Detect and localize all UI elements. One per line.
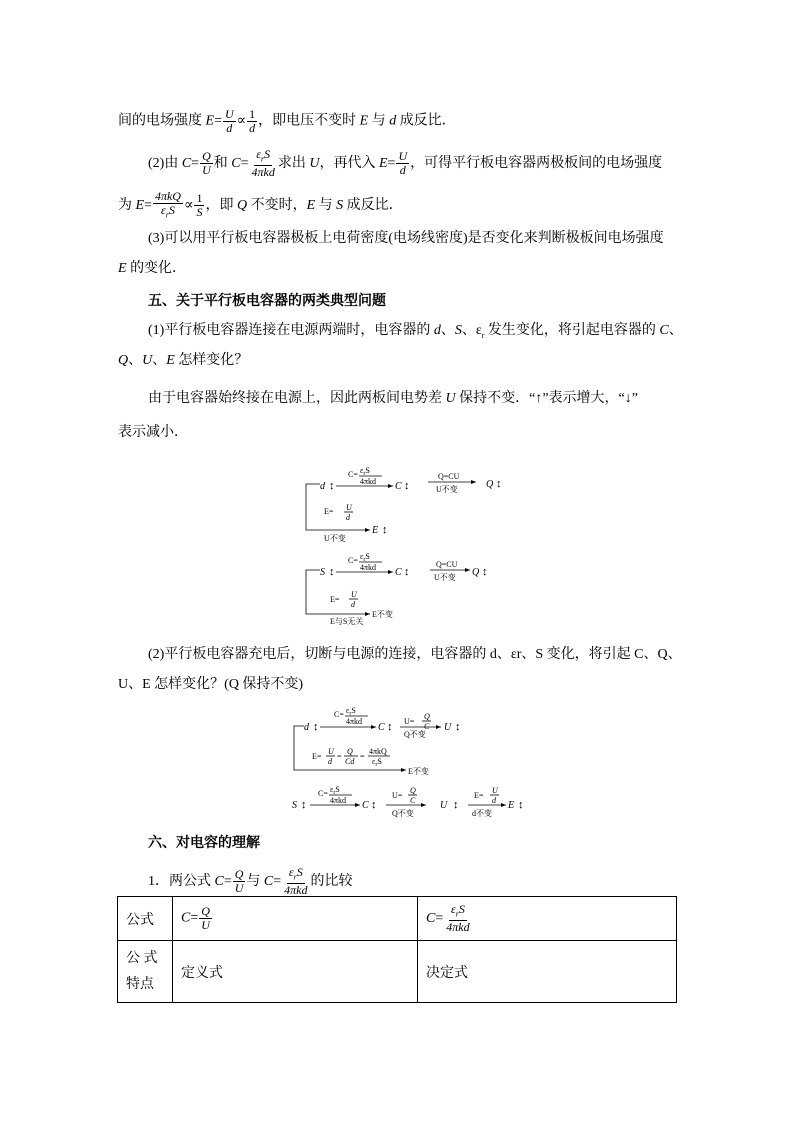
- c-den: C: [410, 796, 416, 805]
- comparison-table: [117, 896, 677, 1003]
- e-eq: E=: [330, 595, 340, 604]
- cell-line: 公 式: [126, 950, 158, 966]
- table-cell: [173, 897, 418, 941]
- var: C: [214, 873, 224, 889]
- text: ，即电压不变时: [258, 113, 360, 129]
- den: 4πkd: [251, 165, 275, 180]
- table-cell: [418, 897, 677, 941]
- c-label: C: [395, 481, 402, 492]
- var: C: [181, 910, 191, 926]
- var: E: [378, 155, 388, 171]
- updown-icon: ↕: [455, 721, 461, 733]
- q-const: Q不变: [392, 809, 414, 818]
- updown-icon: ↕: [404, 480, 410, 492]
- sub: r: [455, 909, 459, 919]
- eps: ε: [475, 323, 482, 338]
- text: 成反比．: [343, 197, 403, 213]
- fraction: [233, 868, 246, 895]
- u-const: U不变: [434, 573, 456, 582]
- text: 、: [440, 323, 455, 338]
- fraction: [200, 150, 213, 177]
- var: E: [166, 353, 175, 368]
- text: 与: [315, 197, 337, 213]
- e-eq: E=: [312, 752, 322, 761]
- table-row: [118, 897, 677, 941]
- text: 表示减小．: [118, 425, 188, 440]
- text-line: [148, 644, 682, 666]
- text: U、E 怎样变化？(Q 保持不变): [118, 677, 304, 692]
- text: 和: [213, 155, 232, 171]
- var: S: [336, 197, 344, 213]
- num: 1: [249, 107, 256, 121]
- num: U: [224, 107, 234, 121]
- u-num: U: [328, 747, 334, 756]
- var: d: [433, 323, 441, 338]
- num: Q: [201, 904, 210, 918]
- c-label: C: [362, 800, 369, 811]
- c-den: 4πkd: [360, 563, 377, 572]
- u-const: U不变: [436, 485, 458, 494]
- sub: r: [481, 330, 485, 340]
- updown-icon: ↕: [482, 566, 488, 578]
- d-den: d: [328, 757, 332, 766]
- c-label: C: [378, 722, 385, 733]
- eps: ε: [256, 147, 261, 161]
- var: U: [309, 155, 320, 171]
- text: 发生变化，将引起电容器的: [484, 323, 660, 338]
- eq: =: [273, 873, 282, 889]
- fraction: [282, 866, 309, 897]
- d-den: d: [492, 796, 496, 805]
- text: 与: [246, 873, 264, 889]
- eps: ε: [450, 901, 456, 916]
- num: 1: [196, 191, 203, 206]
- text: ，再代入: [319, 155, 379, 171]
- c-num: $\varepsilon_rS$: [360, 466, 370, 477]
- text: 保持不变．“: [455, 391, 536, 406]
- u-eq: U=: [404, 717, 415, 726]
- var: C: [231, 155, 241, 171]
- eq: =: [190, 910, 199, 926]
- text: (1)平行板电容器连接在电源两端时，电容器的: [148, 323, 434, 338]
- var: Q: [118, 353, 129, 368]
- cd-den: Cd: [345, 757, 355, 766]
- text-line: [118, 258, 186, 280]
- c-eq: C=: [348, 556, 358, 565]
- up-arrow-icon: ↑: [535, 391, 543, 406]
- text-line: [148, 228, 664, 250]
- fraction: [194, 192, 204, 219]
- text-line: [118, 674, 303, 696]
- den: d: [226, 121, 233, 135]
- fraction: [396, 150, 409, 177]
- var: S: [264, 147, 271, 161]
- den: U: [202, 163, 211, 178]
- d-den: d: [346, 513, 350, 522]
- text-line: [148, 320, 683, 342]
- var: C: [181, 155, 192, 171]
- text: 1．两公式: [148, 873, 215, 889]
- fraction: [153, 190, 183, 221]
- text: 由于电容器始终接在电源上，因此两板间电势差: [148, 391, 446, 406]
- prop: ∝: [183, 197, 194, 213]
- section-heading: 六、对电容的理解: [148, 835, 260, 851]
- down-arrow-icon: ↓: [624, 391, 632, 406]
- q-label: Q: [472, 567, 480, 578]
- fraction: [444, 903, 471, 934]
- eq: =: [360, 752, 365, 761]
- c-eq: C=: [334, 710, 344, 719]
- updown-icon: ↕: [404, 566, 410, 578]
- updown-icon: ↕: [329, 480, 335, 492]
- text-line: [118, 422, 188, 444]
- s-label: S: [320, 567, 325, 578]
- u-num: U: [346, 503, 352, 512]
- text: 的比较: [310, 873, 353, 889]
- fraction: [223, 108, 236, 135]
- table-cell: 决定式: [418, 941, 677, 1003]
- den: 4πkd: [446, 920, 470, 935]
- u-label: U: [444, 722, 452, 733]
- text: 与: [368, 113, 390, 129]
- var: E: [359, 113, 369, 129]
- num: Q: [202, 149, 211, 164]
- text: (2)由: [148, 155, 182, 171]
- den: d: [249, 121, 256, 135]
- e-eq: E=: [324, 507, 334, 516]
- c-num: $\varepsilon_rS$: [346, 706, 356, 717]
- table-cell: 定义式: [173, 941, 418, 1003]
- den: S: [196, 205, 203, 220]
- u-label: U: [440, 800, 448, 811]
- d-const: d不变: [472, 809, 492, 818]
- var: U: [445, 391, 456, 406]
- cell-line: 特点: [126, 976, 154, 992]
- text: 、: [461, 323, 476, 338]
- c-den: 4πkd: [346, 717, 363, 726]
- sub: r: [293, 872, 297, 882]
- updown-icon: ↕: [382, 524, 388, 536]
- text: 不变时，: [247, 197, 307, 213]
- e-const: E不变: [372, 610, 393, 619]
- u-const: U不变: [324, 534, 346, 543]
- c-eq: C=: [348, 470, 358, 479]
- text: 间的电场强度: [118, 113, 206, 129]
- text: (3)可以用平行板电容器极板上电荷密度(电场线密度)是否变化来判断极板间电场强度: [148, 231, 664, 246]
- text: ”表示增大，“: [542, 391, 625, 406]
- updown-icon: ↕: [496, 478, 502, 490]
- fraction: [247, 108, 257, 135]
- prop: ∝: [236, 113, 247, 129]
- fraction: [199, 905, 212, 932]
- var: E: [306, 197, 316, 213]
- c-eq: C=: [318, 789, 328, 798]
- text: (2)平行板电容器充电后，切断与电源的连接，电容器的 d、εr、S 变化，将引起 C、Q、: [148, 647, 682, 662]
- capacitor-diagram-isolated: [286, 702, 536, 824]
- eq: =: [435, 910, 444, 926]
- sub: r: [260, 154, 265, 164]
- section-heading: 五、关于平行板电容器的两类典型问题: [148, 293, 386, 309]
- q-num: Q: [410, 786, 416, 795]
- qcu-label: Q=CU: [438, 472, 460, 481]
- q-label: Q: [486, 479, 494, 490]
- var: S: [454, 323, 462, 338]
- updown-icon: ↕: [518, 799, 524, 811]
- num: 4πkQ: [154, 189, 181, 203]
- q-num: Q: [347, 747, 353, 756]
- text: 、: [128, 353, 143, 368]
- text-line: [118, 107, 456, 135]
- updown-icon: ↕: [313, 721, 319, 733]
- u-eq: U=: [392, 791, 403, 800]
- table-cell: [118, 941, 173, 1003]
- eps: ε: [288, 865, 294, 879]
- text: 为: [118, 197, 136, 213]
- var: C: [659, 323, 669, 338]
- e-label: E: [372, 525, 379, 536]
- d-label: d: [320, 481, 325, 492]
- updown-icon: ↕: [329, 566, 335, 578]
- text: 怎样变化？: [174, 353, 249, 368]
- e-eq: E=: [474, 791, 484, 800]
- eq: =: [240, 155, 249, 171]
- text: 的变化．: [126, 261, 187, 276]
- var: S: [458, 901, 465, 916]
- text-line: [148, 147, 663, 180]
- var: E: [118, 261, 127, 276]
- var: S: [296, 865, 303, 879]
- s-label: S: [292, 800, 297, 811]
- updown-icon: ↕: [301, 799, 307, 811]
- var: E: [205, 113, 215, 129]
- text: 、: [152, 353, 167, 368]
- c-label: C: [395, 567, 402, 578]
- text-line: [148, 865, 353, 898]
- var: d: [389, 113, 397, 129]
- u-num: U: [351, 590, 357, 599]
- den: U: [201, 918, 210, 932]
- text-line: [118, 189, 403, 220]
- var: C: [426, 910, 436, 926]
- den: U: [234, 881, 244, 896]
- text: ，即: [205, 197, 237, 213]
- var: S: [168, 203, 175, 217]
- c-den: 4πkd: [330, 796, 347, 805]
- eq: =: [223, 873, 232, 889]
- updown-icon: ↕: [371, 799, 377, 811]
- c-num: $\varepsilon_rS$: [360, 552, 370, 563]
- text: 成反比．: [396, 113, 456, 129]
- e-independent: E与S无关: [330, 617, 364, 626]
- d-den: d: [351, 600, 355, 609]
- qcu-label: Q=CU: [436, 560, 458, 569]
- e-label: E: [508, 800, 515, 811]
- text: 求出: [277, 155, 310, 171]
- eq: =: [144, 197, 152, 213]
- updown-icon: ↕: [387, 721, 393, 733]
- eq: =: [337, 752, 342, 761]
- var: Q: [236, 197, 248, 213]
- den: 4πkd: [284, 883, 308, 898]
- kq-num: 4πkQ: [369, 747, 387, 756]
- table-row: [118, 941, 677, 1003]
- d-label: d: [304, 722, 309, 733]
- var: C: [263, 873, 274, 889]
- var: U: [142, 353, 153, 368]
- u-num: U: [492, 786, 498, 795]
- c-num: $\varepsilon_rS$: [330, 785, 340, 796]
- text: 、: [668, 323, 683, 338]
- q-const: Q不变: [404, 730, 426, 739]
- text-line: [118, 350, 248, 372]
- var: E: [135, 197, 145, 213]
- den: d: [399, 163, 406, 178]
- updown-icon: ↕: [453, 799, 459, 811]
- fraction: [250, 148, 277, 179]
- e-const: E不变: [408, 767, 429, 776]
- text-line: [148, 388, 638, 410]
- num: Q: [234, 867, 244, 882]
- es-den: $\varepsilon_rS$: [372, 757, 382, 768]
- text: ，可得平行板电容器两极板间的电场强度: [410, 155, 663, 171]
- eq: =: [214, 113, 222, 129]
- text: ”: [631, 391, 638, 406]
- eps: ε: [161, 203, 166, 217]
- capacitor-diagram-connected: [290, 462, 510, 632]
- eq: =: [191, 155, 200, 171]
- q-num: Q: [424, 712, 430, 721]
- c-den: 4πkd: [360, 477, 377, 486]
- table-cell: 公式: [118, 897, 173, 941]
- c-den: C: [424, 722, 430, 731]
- eq: =: [387, 155, 396, 171]
- sub: r: [165, 210, 169, 220]
- num: U: [398, 149, 408, 164]
